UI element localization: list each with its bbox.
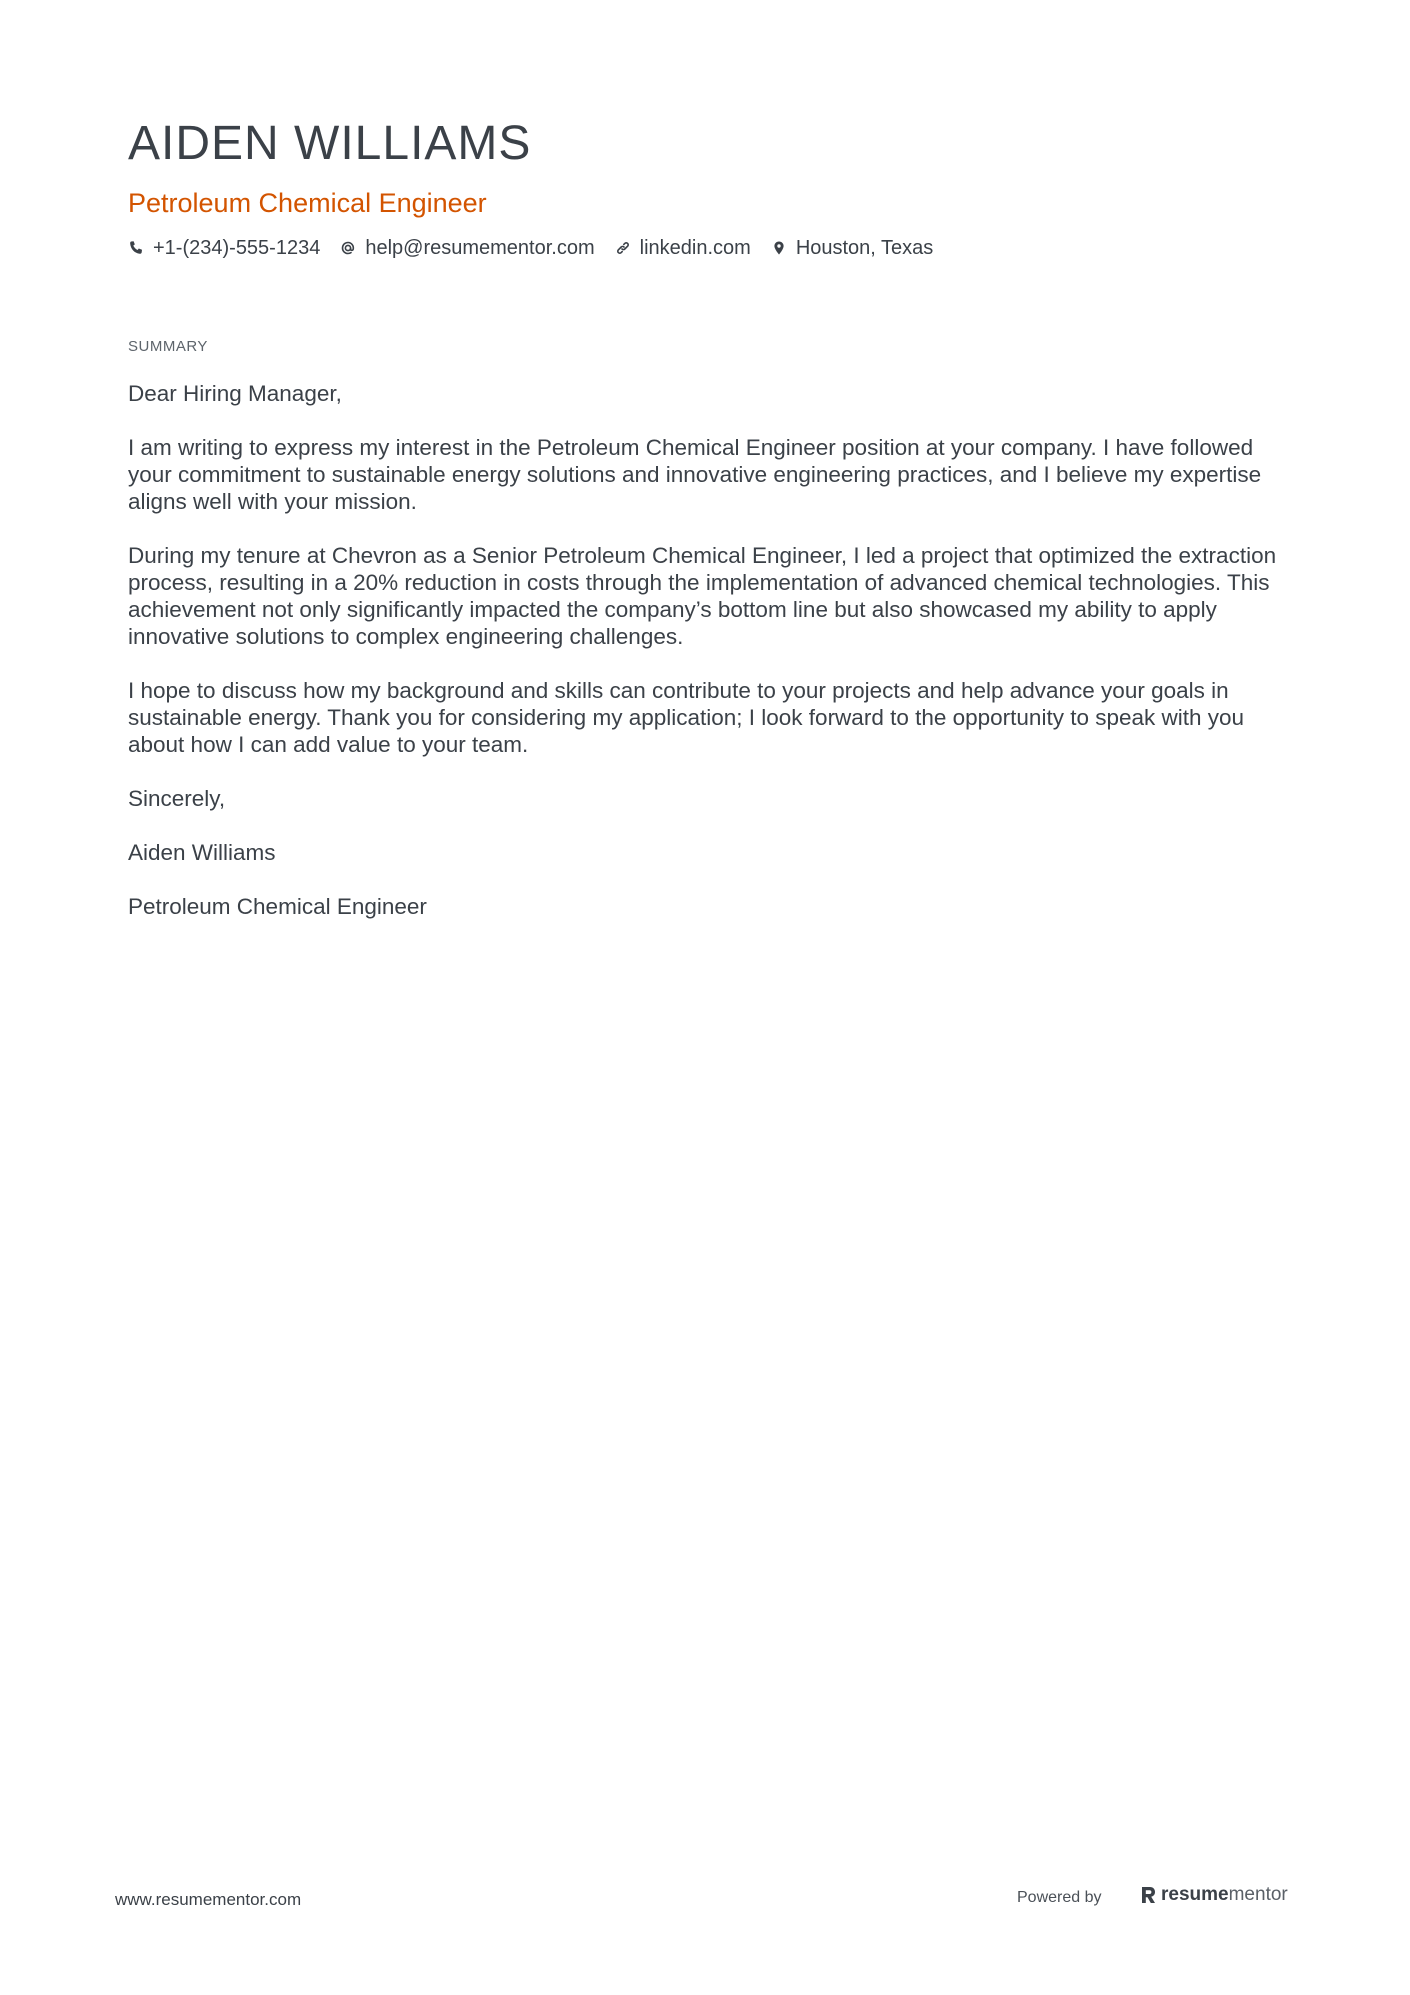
- signature-title: Petroleum Chemical Engineer: [128, 894, 427, 919]
- contact-location: [771, 234, 934, 262]
- contact-list: [128, 234, 1288, 262]
- website-text: linkedin.com: [639, 237, 751, 259]
- letter-paragraph: During my tenure at Chevron as a Senior Petroleum Chemical Engineer, I led a project that optimized the extraction process, resulting in a 20% reduction in costs through the implementation of advanced chemical technologies. This achievement not only significantly impacted the company’s bottom line but also showcased my ability to apply innovative solutions to complex engineering challenges.: [128, 543, 1277, 649]
- letter-closing: Sincerely,: [128, 786, 226, 811]
- email-text: help@resumementor.com: [365, 237, 595, 259]
- phone-text: +1-(234)-555-1234: [153, 237, 321, 259]
- letter-greeting: Dear Hiring Manager,: [128, 381, 342, 406]
- at-icon: [340, 240, 356, 256]
- job-title: Petroleum Chemical Engineer: [128, 188, 487, 218]
- letter-paragraph: I hope to discuss how my background and skills can contribute to your projects and help advance your goals in sustainable energy. Thank you for considering my application; I look forward to the opportunity to speak with you about how I can add value to your team.: [128, 678, 1245, 757]
- candidate-name: AIDEN WILLIAMS: [128, 117, 532, 170]
- contact-website: [615, 234, 751, 262]
- phone-icon: [128, 240, 144, 256]
- signature-name: Aiden Williams: [128, 840, 276, 865]
- footer-website-link[interactable]: www.resumementor.com: [115, 1890, 302, 1909]
- location-pin-icon: [771, 240, 787, 256]
- contact-phone: [128, 234, 320, 262]
- section-label-summary: SUMMARY: [128, 338, 208, 355]
- letter-paragraph: I am writing to express my interest in the Petroleum Chemical Engineer position at your company. I have followed your commitment to sustainable energy solutions and innovative engineering practices, and I believe my expertise aligns well with your mission.: [128, 435, 1262, 514]
- location-text: Houston, Texas: [795, 237, 934, 259]
- header: [128, 112, 1288, 262]
- powered-by-label: Powered by: [1017, 1889, 1102, 1906]
- brand-text-resume: resume: [1161, 1884, 1229, 1905]
- resumementor-brand[interactable]: [1140, 1884, 1288, 1906]
- letter-body: [128, 380, 1293, 947]
- link-icon: [615, 240, 631, 256]
- brand-text-mentor: mentor: [1228, 1884, 1288, 1905]
- contact-email: [340, 234, 594, 262]
- resumementor-logo-icon: [1140, 1885, 1157, 1905]
